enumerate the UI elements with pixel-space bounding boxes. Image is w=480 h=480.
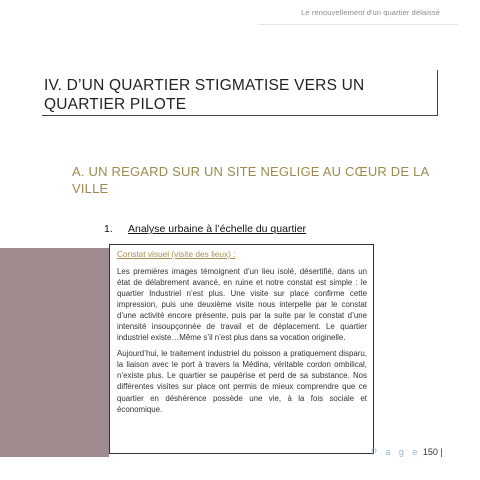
box-paragraph: Les premières images témoignent d’un lieu isolé, désertifié, dans un état de délabrement avancé, en ruine et notre constat est simple : le quartier Industriel n’est plus. Une visite sur place confirme cette impression, puis une deuxième visite nous interpelle par le constat d’une activité encore présente, puis par la suite par le constat d’une intensité insoupçonnée de travail et de déplacement. Le quartier industriel existe…Même s’il n’est plus dans sa vocation originelle. bbox=[117, 267, 367, 343]
section-title: A. UN REGARD SUR UN SITE NEGLIGE AU CŒUR DE LA VILLE bbox=[72, 164, 429, 196]
page-number: 150 bbox=[422, 447, 438, 457]
decorative-side-band bbox=[0, 248, 109, 457]
subsection-heading bbox=[104, 223, 306, 235]
box-paragraph: Aujourd’hui, le traitement industriel du poisson a pratiquement disparu, la liaison avec le port à travers la Médina, véritable cordon ombilical, n’existe plus. Le quartier se paupérise et perd de sa substance. Nos différentes visites sur place ont permis de mieux comprendre que ce quartier en déshérence possède une vie, à la fois sociale et économique. bbox=[117, 349, 367, 414]
running-header: Le renouvellement d'un quartier délaissé bbox=[301, 8, 440, 17]
box-heading: Constat visuel (visite des lieux) : bbox=[117, 249, 236, 259]
subsection-number: 1. bbox=[104, 223, 113, 235]
page-separator: | bbox=[440, 447, 443, 457]
observation-box bbox=[109, 244, 374, 454]
subsection-title: Analyse urbaine à l’échelle du quartier bbox=[128, 223, 307, 235]
chapter-title: IV. D’UN QUARTIER STIGMATISE VERS UN QUARTIER PILOTE bbox=[44, 77, 365, 113]
page-footer bbox=[371, 447, 443, 457]
page-label: P a g e bbox=[371, 447, 421, 457]
header-divider bbox=[258, 24, 458, 25]
